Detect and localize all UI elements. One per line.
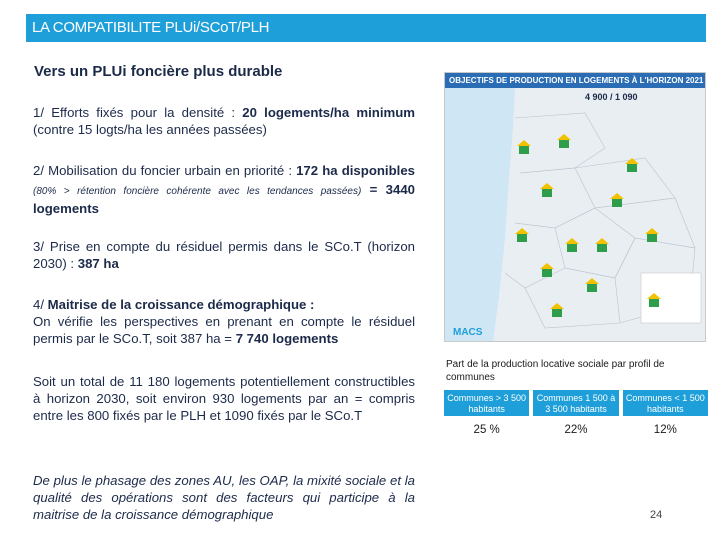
table-cell: 22%: [564, 424, 588, 436]
table-header-row: [444, 390, 708, 416]
table-title: Part de la production locative sociale par profil de communes: [446, 359, 665, 383]
section-subtitle: Vers un PLUi foncière plus durable: [34, 63, 283, 80]
table-header-cell: Communes 1 500 à 3 500 habitants: [533, 390, 618, 416]
production-map: [444, 72, 706, 342]
point-density-note: (contre 15 logts/ha les années passées): [33, 122, 267, 137]
point-demography-heading: Maitrise de la croissance démographique :: [47, 297, 315, 312]
point-density-label: 1/ Efforts fixés pour la densité :: [33, 105, 243, 120]
point-land-label: 2/ Mobilisation du foncier urbain en priorité :: [33, 163, 297, 178]
point-land-result: = 3440 logements: [33, 182, 416, 216]
point-demography-value: 7 740 logements: [235, 331, 339, 346]
point-land-note: (80% > rétention foncière cohérente avec les tendances passées): [33, 186, 362, 197]
point-density-value: 20 logements/ha minimum: [242, 105, 415, 120]
point-demography: [33, 296, 415, 347]
table-row: [444, 424, 708, 436]
point-demography-text: On vérifie les perspectives en prenant en compte le résiduel permis par le SCo.T, soit 387 ha =: [33, 314, 415, 346]
map-total: 4 900 / 1 090: [585, 92, 638, 102]
conclusion-text: De plus le phasage des zones AU, les OAP, la mixité sociale et la qualité des opérations sont des facteurs qui participe à la maitrise de la croissance démographique: [33, 473, 415, 522]
table-cell: 12%: [653, 424, 677, 436]
point-demography-number: 4/: [33, 297, 48, 312]
table-header-cell: Communes < 1 500 habitants: [623, 390, 708, 416]
map-graphic: [445, 88, 706, 342]
table-header-cell: Communes > 3 500 habitants: [444, 390, 529, 416]
social-housing-table: [444, 390, 708, 436]
slide-title: LA COMPATIBILITE PLUi/SCoT/PLH: [26, 14, 706, 42]
total-summary: Soit un total de 11 180 logements potentiellement constructibles à horizon 2030, soit environ 930 logements par an = compris entre les 800 fixés par le PLH et 1090 fixés par le SCo.T: [33, 374, 415, 423]
point-residual: [33, 238, 415, 272]
map-title: OBJECTIFS DE PRODUCTION EN LOGEMENTS À L'HORIZON 2021: [445, 73, 705, 88]
page-number: 24: [650, 509, 663, 521]
point-residual-label: 3/ Prise en compte du résiduel permis dans le SCo.T (horizon 2030) :: [33, 239, 415, 271]
point-land: [33, 162, 415, 217]
map-logo: MACS: [453, 327, 483, 338]
point-land-value: 172 ha disponibles: [296, 163, 415, 178]
point-density: [33, 104, 415, 138]
point-residual-value: 387 ha: [77, 256, 119, 271]
table-cell: 25 %: [473, 424, 500, 436]
